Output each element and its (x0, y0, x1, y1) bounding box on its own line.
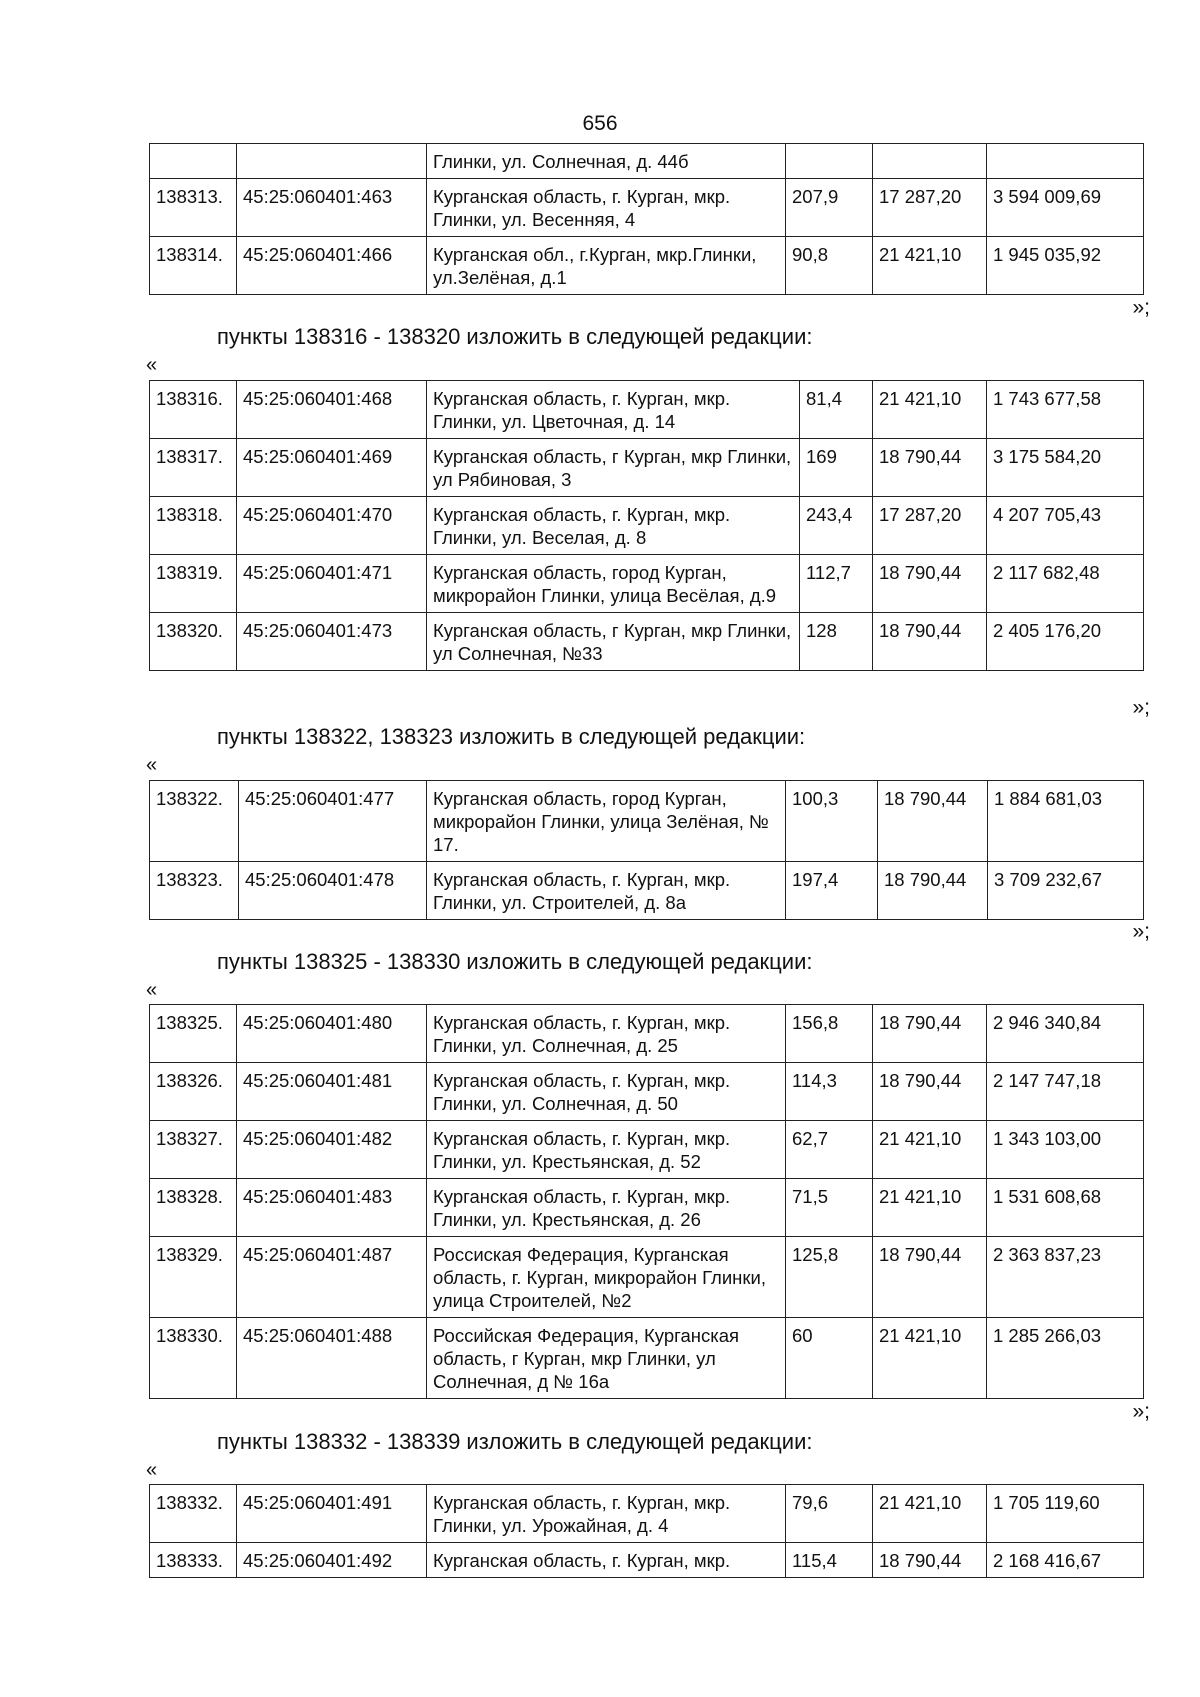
item-number-cell: 138317. (150, 439, 237, 497)
unit-value-cell: 18 790,44 (878, 862, 988, 920)
data-table (149, 780, 1144, 920)
table-row (150, 1318, 1144, 1399)
table-row (150, 781, 1144, 862)
address-cell: Курганская область, город Курган, микрорайон Глинки, улица Весёлая, д.9 (427, 555, 800, 613)
cadastral-number-cell: 45:25:060401:491 (237, 1485, 427, 1543)
area-cell: 81,4 (800, 381, 873, 439)
closing-quote: »; (1132, 696, 1150, 719)
table-row (150, 237, 1144, 295)
area-cell: 90,8 (786, 237, 873, 295)
unit-value-cell: 18 790,44 (873, 555, 987, 613)
cadastral-value-cell: 2 168 416,67 (987, 1543, 1144, 1578)
table-row (150, 179, 1144, 237)
cadastral-value-cell: 1 285 266,03 (987, 1318, 1144, 1399)
unit-value-cell: 18 790,44 (873, 1005, 987, 1063)
item-number-cell: 138323. (150, 862, 239, 920)
area-cell: 79,6 (786, 1485, 873, 1543)
address-cell: Российская Федерация, Курганская область, г Курган, мкр Глинки, ул Солнечная, д № 16а (427, 1318, 786, 1399)
cadastral-value-cell: 3 175 584,20 (987, 439, 1144, 497)
area-cell: 197,4 (786, 862, 878, 920)
cadastral-value-cell: 3 594 009,69 (987, 179, 1144, 237)
address-cell: Курганская область, г. Курган, мкр. (427, 1543, 786, 1578)
table-row (150, 1121, 1144, 1179)
table-row (150, 862, 1144, 920)
cadastral-value-cell: 2 147 747,18 (987, 1063, 1144, 1121)
area-cell: 125,8 (786, 1237, 873, 1318)
area-cell: 62,7 (786, 1121, 873, 1179)
table-row (150, 1005, 1144, 1063)
cadastral-number-cell: 45:25:060401:463 (237, 179, 427, 237)
item-number-cell: 138322. (150, 781, 239, 862)
cadastral-number-cell: 45:25:060401:468 (237, 381, 427, 439)
item-number-cell: 138318. (150, 497, 237, 555)
table-row (150, 613, 1144, 671)
cadastral-number-cell: 45:25:060401:470 (237, 497, 427, 555)
item-number-cell: 138333. (150, 1543, 237, 1578)
address-cell: Курганская область, г. Курган, мкр. Глинки, ул. Строителей, д. 8а (427, 862, 786, 920)
table-row (150, 439, 1144, 497)
section-heading: пункты 138316 - 138320 изложить в следующей редакции: (217, 324, 813, 349)
opening-quote: « (146, 979, 158, 1001)
table-row (150, 1063, 1144, 1121)
section-heading: пункты 138325 - 138330 изложить в следующей редакции: (217, 949, 813, 974)
item-number-cell: 138328. (150, 1179, 237, 1237)
address-cell: Курганская область, г Курган, мкр Глинки, ул Солнечная, №33 (427, 613, 800, 671)
data-table (149, 143, 1144, 295)
address-cell: Курганская область, г. Курган, мкр. Глинки, ул. Урожайная, д. 4 (427, 1485, 786, 1543)
address-cell: Глинки, ул. Солнечная, д. 44б (427, 144, 786, 179)
area-cell: 100,3 (786, 781, 878, 862)
cadastral-number-cell: 45:25:060401:477 (239, 781, 427, 862)
cadastral-number-cell: 45:25:060401:481 (237, 1063, 427, 1121)
data-table (149, 380, 1144, 671)
closing-quote: »; (1132, 1400, 1150, 1423)
table-row (150, 497, 1144, 555)
item-number-cell: 138314. (150, 237, 237, 295)
cadastral-number-cell: 45:25:060401:473 (237, 613, 427, 671)
unit-value-cell: 17 287,20 (873, 179, 987, 237)
cadastral-value-cell: 1 884 681,03 (988, 781, 1144, 862)
unit-value-cell: 18 790,44 (873, 1237, 987, 1318)
closing-quote: »; (1132, 920, 1150, 943)
data-table (149, 1004, 1144, 1399)
area-cell: 60 (786, 1318, 873, 1399)
unit-value-cell: 21 421,10 (873, 1179, 987, 1237)
area-cell (786, 144, 873, 179)
item-number-cell: 138327. (150, 1121, 237, 1179)
unit-value-cell: 18 790,44 (873, 1543, 987, 1578)
item-number-cell: 138332. (150, 1485, 237, 1543)
cadastral-number-cell: 45:25:060401:480 (237, 1005, 427, 1063)
cadastral-number-cell: 45:25:060401:492 (237, 1543, 427, 1578)
item-number-cell: 138316. (150, 381, 237, 439)
table-row (150, 1485, 1144, 1543)
table-block-2 (149, 780, 1143, 920)
area-cell: 115,4 (786, 1543, 873, 1578)
area-cell: 207,9 (786, 179, 873, 237)
item-number-cell: 138320. (150, 613, 237, 671)
address-cell: Курганская область, г. Курган, мкр. Глинки, ул. Крестьянская, д. 26 (427, 1179, 786, 1237)
table-row (150, 555, 1144, 613)
cadastral-value-cell: 1 531 608,68 (987, 1179, 1144, 1237)
item-number-cell: 138329. (150, 1237, 237, 1318)
page-number: 656 (582, 112, 618, 135)
unit-value-cell: 18 790,44 (878, 781, 988, 862)
cadastral-value-cell: 2 946 340,84 (987, 1005, 1144, 1063)
area-cell: 114,3 (786, 1063, 873, 1121)
unit-value-cell (873, 144, 987, 179)
cadastral-number-cell: 45:25:060401:478 (239, 862, 427, 920)
cadastral-number-cell: 45:25:060401:487 (237, 1237, 427, 1318)
cadastral-number-cell: 45:25:060401:469 (237, 439, 427, 497)
address-cell: Курганская область, г. Курган, мкр. Глинки, ул. Солнечная, д. 25 (427, 1005, 786, 1063)
unit-value-cell: 18 790,44 (873, 1063, 987, 1121)
unit-value-cell: 18 790,44 (873, 613, 987, 671)
section-heading: пункты 138322, 138323 изложить в следующей редакции: (217, 724, 806, 749)
cadastral-value-cell: 4 207 705,43 (987, 497, 1144, 555)
cadastral-number-cell: 45:25:060401:488 (237, 1318, 427, 1399)
address-cell: Курганская область, г. Курган, мкр. Глинки, ул. Солнечная, д. 50 (427, 1063, 786, 1121)
unit-value-cell: 21 421,10 (873, 1485, 987, 1543)
unit-value-cell: 21 421,10 (873, 1318, 987, 1399)
address-cell: Курганская область, г. Курган, мкр. Глинки, ул. Цветочная, д. 14 (427, 381, 800, 439)
area-cell: 128 (800, 613, 873, 671)
table-block-0 (149, 143, 1143, 295)
cadastral-value-cell: 1 705 119,60 (987, 1485, 1144, 1543)
unit-value-cell: 18 790,44 (873, 439, 987, 497)
cadastral-number-cell: 45:25:060401:483 (237, 1179, 427, 1237)
cadastral-number-cell: 45:25:060401:466 (237, 237, 427, 295)
cadastral-value-cell: 2 363 837,23 (987, 1237, 1144, 1318)
unit-value-cell: 21 421,10 (873, 237, 987, 295)
data-table (149, 1484, 1144, 1578)
cadastral-number-cell: 45:25:060401:471 (237, 555, 427, 613)
address-cell: Курганская область, г. Курган, мкр. Глинки, ул. Веселая, д. 8 (427, 497, 800, 555)
opening-quote: « (146, 754, 158, 776)
table-block-1 (149, 380, 1143, 671)
item-number-cell: 138325. (150, 1005, 237, 1063)
table-row (150, 1237, 1144, 1318)
table-row (150, 381, 1144, 439)
unit-value-cell: 21 421,10 (873, 1121, 987, 1179)
address-cell: Курганская область, г. Курган, мкр. Глинки, ул. Крестьянская, д. 52 (427, 1121, 786, 1179)
cadastral-value-cell: 1 743 677,58 (987, 381, 1144, 439)
cadastral-value-cell: 1 945 035,92 (987, 237, 1144, 295)
area-cell: 71,5 (786, 1179, 873, 1237)
cadastral-value-cell: 2 405 176,20 (987, 613, 1144, 671)
unit-value-cell: 17 287,20 (873, 497, 987, 555)
table-block-3 (149, 1004, 1143, 1399)
item-number-cell: 138319. (150, 555, 237, 613)
table-row (150, 144, 1144, 179)
cadastral-value-cell: 2 117 682,48 (987, 555, 1144, 613)
cadastral-value-cell: 1 343 103,00 (987, 1121, 1144, 1179)
address-cell: Курганская область, город Курган, микрорайон Глинки, улица Зелёная, № 17. (427, 781, 786, 862)
section-heading: пункты 138332 - 138339 изложить в следующей редакции: (217, 1429, 813, 1454)
item-number-cell: 138330. (150, 1318, 237, 1399)
address-cell: Курганская область, г Курган, мкр Глинки, ул Рябиновая, 3 (427, 439, 800, 497)
cadastral-number-cell (237, 144, 427, 179)
opening-quote: « (146, 1459, 158, 1481)
cadastral-value-cell: 3 709 232,67 (988, 862, 1144, 920)
address-cell: Курганская обл., г.Курган, мкр.Глинки, ул.Зелёная, д.1 (427, 237, 786, 295)
area-cell: 243,4 (800, 497, 873, 555)
item-number-cell: 138326. (150, 1063, 237, 1121)
closing-quote: »; (1132, 296, 1150, 319)
item-number-cell: 138313. (150, 179, 237, 237)
address-cell: Курганская область, г. Курган, мкр. Глинки, ул. Весенняя, 4 (427, 179, 786, 237)
table-row (150, 1179, 1144, 1237)
table-row (150, 1543, 1144, 1578)
unit-value-cell: 21 421,10 (873, 381, 987, 439)
item-number-cell (150, 144, 237, 179)
cadastral-value-cell (987, 144, 1144, 179)
area-cell: 169 (800, 439, 873, 497)
area-cell: 112,7 (800, 555, 873, 613)
table-block-4 (149, 1484, 1143, 1578)
address-cell: Россиская Федерация, Курганская область, г. Курган, микрорайон Глинки, улица Строителей, №2 (427, 1237, 786, 1318)
cadastral-number-cell: 45:25:060401:482 (237, 1121, 427, 1179)
area-cell: 156,8 (786, 1005, 873, 1063)
opening-quote: « (146, 354, 158, 376)
